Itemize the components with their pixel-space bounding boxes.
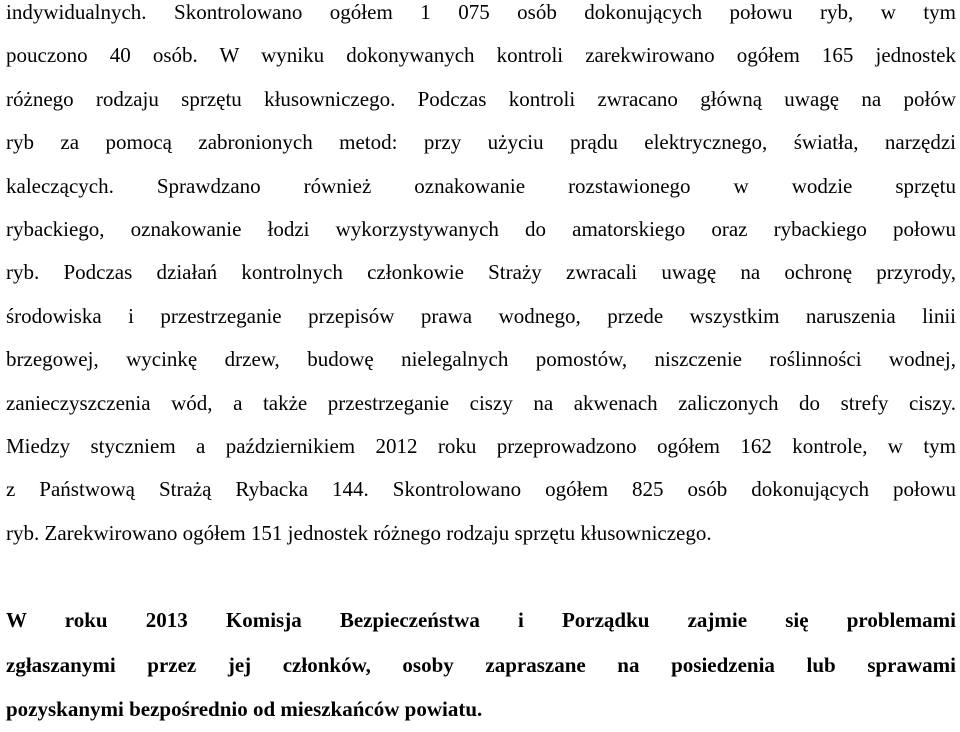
text-line: ryb za pomocą zabronionych metod: przy użyciu prądu elektrycznego, światła, narzędzi <box>6 130 956 155</box>
text-line: Miedzy styczniem a październikiem 2012 roku przeprowadzono ogółem 162 kontrole, w tym <box>6 433 956 458</box>
text-line: brzegowej, wycinkę drzew, budowę nielegalnych pomostów, niszczenie roślinności wodnej, <box>6 347 956 372</box>
bold-text-line: zgłaszanymi przez jej członków, osoby zapraszane na posiedzenia lub sprawami <box>6 652 956 677</box>
text-line: indywidualnych. Skontrolowano ogółem 1 075 osób dokonujących połowu ryb, w tym <box>6 0 956 24</box>
text-line: ryb. Podczas działań kontrolnych członkowie Straży zwracali uwagę na ochronę przyrody, <box>6 260 956 285</box>
text-line: z Państwową Strażą Rybacka 144. Skontrolowano ogółem 825 osób dokonujących połowu <box>6 477 956 502</box>
body-paragraph <box>6 0 956 555</box>
text-line: pouczono 40 osób. W wyniku dokonywanych kontroli zarekwirowano ogółem 165 jednostek <box>6 43 956 68</box>
text-line: różnego rodzaju sprzętu kłusowniczego. Podczas kontroli zwracano główną uwagę na połów <box>6 86 956 111</box>
bold-paragraph <box>6 598 956 732</box>
text-line: kaleczących. Sprawdzano również oznakowanie rozstawionego w wodzie sprzętu <box>6 173 956 198</box>
text-line: rybackiego, oznakowanie łodzi wykorzystywanych do amatorskiego oraz rybackiego połowu <box>6 216 956 241</box>
document-page <box>6 0 956 722</box>
bold-text-line: W roku 2013 Komisja Bezpieczeństwa i Porządku zajmie się problemami <box>6 608 956 632</box>
text-line: zanieczyszczenia wód, a także przestrzeganie ciszy na akwenach zaliczonych do strefy ciszy. <box>6 390 956 415</box>
bold-text-line: pozyskanymi bezpośrednio od mieszkańców powiatu. <box>6 697 483 721</box>
text-line: ryb. Zarekwirowano ogółem 151 jednostek różnego rodzaju sprzętu kłusowniczego. <box>6 520 712 545</box>
text-line: środowiska i przestrzeganie przepisów prawa wodnego, przede wszystkim naruszenia linii <box>6 303 956 328</box>
